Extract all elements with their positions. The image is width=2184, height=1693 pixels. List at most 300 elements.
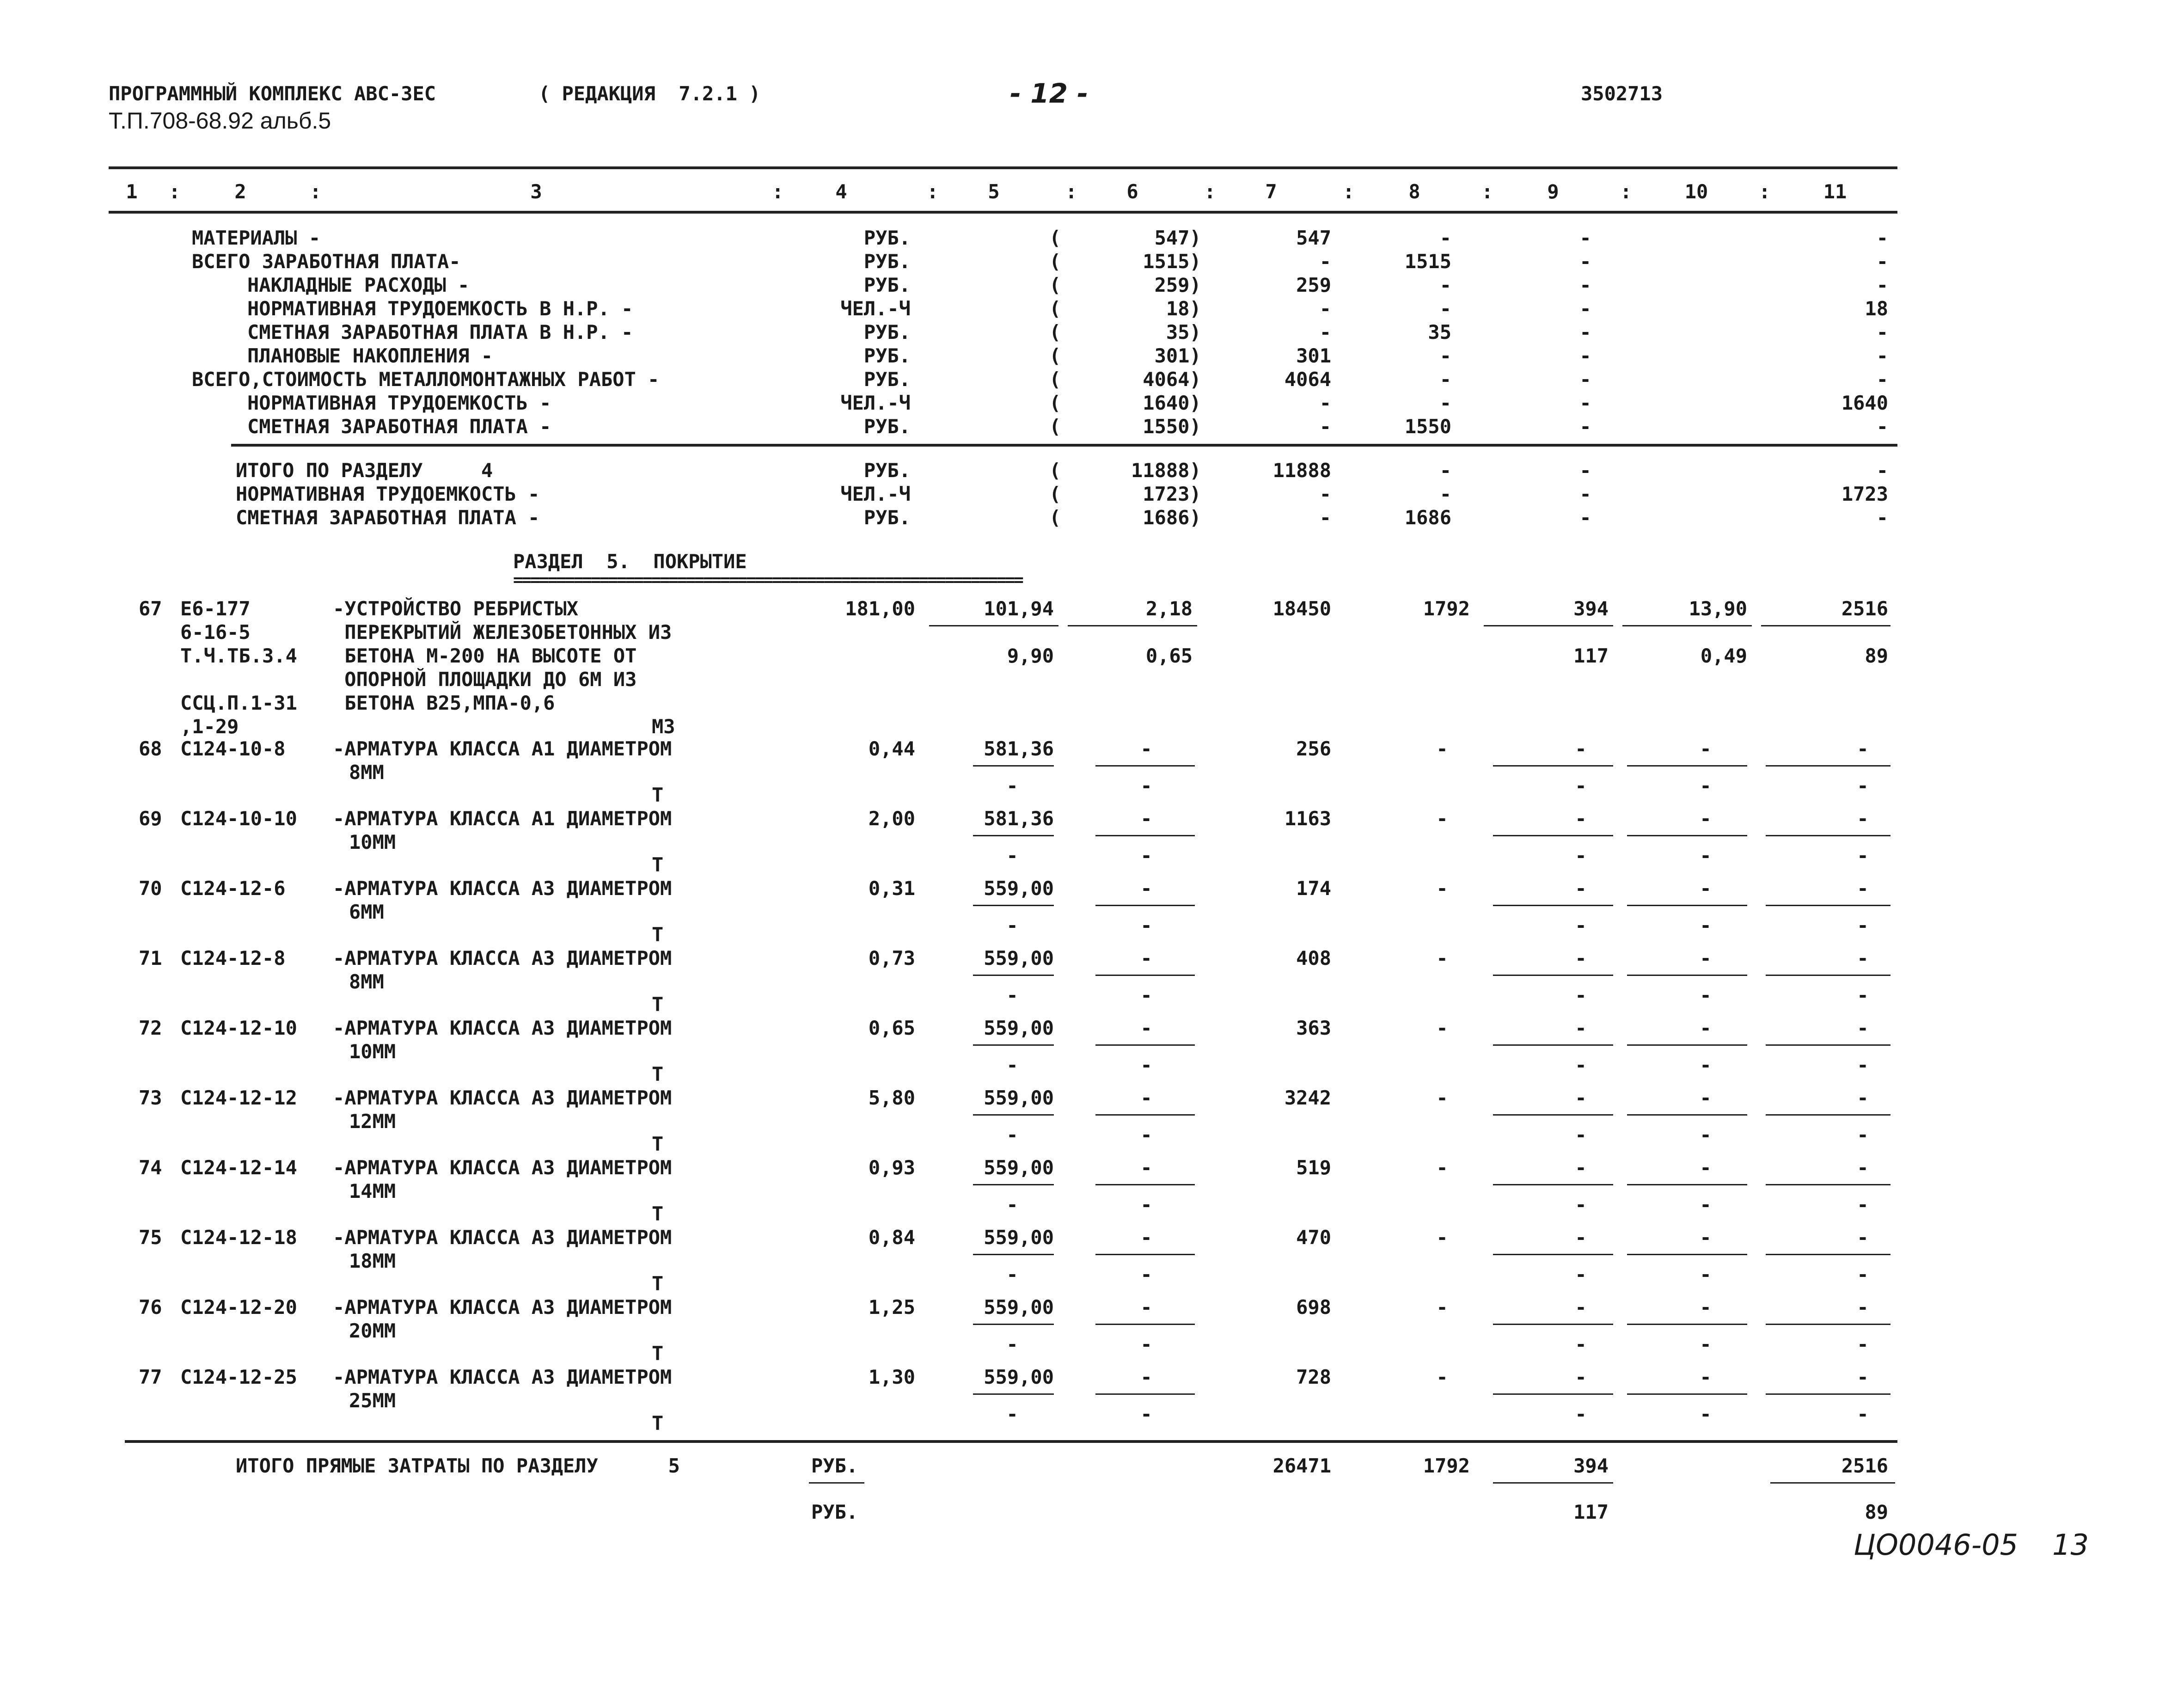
rebar-sub-rule [1493,1254,1613,1255]
rebar-sub-rule [1766,1393,1890,1395]
rebar-sub-rule [1766,1184,1890,1185]
rebar-c6: - [1140,1296,1152,1319]
final-unit: РУБ. [811,1454,858,1477]
column-separator: : [1759,180,1771,203]
item-sub-rule [1761,625,1890,626]
rebar-qty: 1,25 [868,1296,915,1319]
rebar-c9-wage: - [1575,774,1587,797]
rebar-sub-rule [973,1184,1054,1185]
rebar-c9: - [1575,1017,1587,1039]
rebar-code: С124-12-20 [180,1296,297,1319]
rebar-unit: Т [652,1272,664,1295]
rebar-sub-rule [973,765,1054,767]
final-c11: 2516 [1841,1454,1888,1477]
summary-c7: - [1319,297,1331,320]
rebar-number: 69 [139,807,162,830]
summary-c11: 18 [1865,297,1888,320]
final-c11-wage: 89 [1865,1501,1888,1523]
final-sub-rule [1770,1482,1895,1484]
section-4-c9: - [1579,483,1591,505]
item-description: ОПОРНОЙ ПЛОЩАДКИ ДО 6М ИЗ [333,668,637,691]
rebar-c7: 174 [1296,877,1331,900]
rebar-c10-wage: - [1700,774,1712,797]
rebar-sub-rule [1627,1114,1747,1116]
rebar-sub-rule [1095,1184,1195,1185]
rebar-c11-wage: - [1857,1123,1869,1146]
rebar-price: 559,00 [984,947,1054,969]
rebar-sub-rule [973,1114,1054,1116]
summary-label: ВСЕГО ЗАРАБОТНАЯ ПЛАТА- [192,250,461,273]
summary-c7: - [1319,250,1331,273]
rebar-qty: 0,44 [868,737,915,760]
rebar-sub-rule [1095,1114,1195,1116]
summary-c8: - [1439,274,1451,296]
rebar-c9-wage: - [1575,1263,1587,1286]
item-sub-rule [1622,625,1752,626]
rebar-c11: - [1857,1086,1869,1109]
summary-value: ( 1550) [1049,415,1201,438]
column-header-7: 7 [1265,180,1277,203]
section-4-unit: ЧЕЛ.-Ч [840,483,911,505]
section-4-c8: 1686 [1404,506,1451,529]
rebar-size: 20ММ [349,1319,396,1342]
summary-c7: 547 [1296,227,1331,249]
rebar-c8: - [1436,1156,1448,1179]
rebar-sub-rule [1493,975,1613,976]
rebar-description: -АРМАТУРА КЛАССА А3 ДИАМЕТРОМ [333,1226,672,1249]
section-4-c11: 1723 [1841,483,1888,505]
rebar-sub-rule [1493,1044,1613,1046]
rebar-c10: - [1700,1086,1712,1109]
summary-c9: - [1579,368,1591,391]
rebar-c10: - [1700,1156,1712,1179]
item-price-wage: 9,90 [1007,644,1054,667]
summary-unit: РУБ. [863,250,911,273]
item-c11: 2516 [1841,597,1888,620]
rebar-description: -АРМАТУРА КЛАССА А3 ДИАМЕТРОМ [333,1086,672,1109]
rebar-code: С124-12-18 [180,1226,297,1249]
section-4-label: НОРМАТИВНАЯ ТРУДОЕМКОСТЬ - [236,483,540,505]
summary-c9: - [1579,227,1591,249]
rebar-sub-rule [973,1393,1054,1395]
rebar-qty: 0,31 [868,877,915,900]
summary-c11: - [1876,227,1888,249]
rebar-sub-rule [973,1254,1054,1255]
item-code: ,1-29 [180,715,239,738]
summary-c9: - [1579,415,1591,438]
item-code: ССЦ.П.1-31 [180,692,297,714]
rebar-qty: 0,65 [868,1017,915,1039]
rebar-sub-rule [1766,1324,1890,1325]
rebar-unit: Т [652,853,664,876]
rebar-c11-wage: - [1857,1263,1869,1286]
section-title-underline: =========================================================== [513,570,1022,589]
item-sub-rule [929,625,1058,626]
rebar-c8: - [1436,877,1448,900]
rebar-sub-rule [1095,1254,1195,1255]
rebar-price-wage: - [1006,1123,1018,1146]
final-c8: 1792 [1423,1454,1470,1477]
section-5-title: РАЗДЕЛ 5. ПОКРЫТИЕ [513,550,747,573]
summary-label: МАТЕРИАЛЫ - [192,227,321,249]
rebar-c7: 728 [1296,1366,1331,1388]
rebar-sub-rule [1627,765,1747,767]
section-4-value: ( 1686) [1049,506,1201,529]
rebar-description: -АРМАТУРА КЛАССА А3 ДИАМЕТРОМ [333,1366,672,1388]
rebar-c9: - [1575,1086,1587,1109]
section-4-value: ( 1723) [1049,483,1201,505]
column-separator: : [1065,180,1077,203]
rebar-c6-wage: - [1140,1193,1152,1216]
final-sub-rule [809,1482,864,1484]
section-4-label: ИТОГО ПО РАЗДЕЛУ 4 [236,459,493,482]
summary-c11: - [1876,368,1888,391]
rebar-size: 18ММ [349,1250,396,1272]
column-header-10: 10 [1684,180,1708,203]
summary-value: ( 4064) [1049,368,1201,391]
item-c6: 2,18 [1145,597,1193,620]
rebar-sub-rule [1493,1393,1613,1395]
rebar-sub-rule [1095,1393,1195,1395]
handwritten-stamp: ЦО0046-05 [1854,1528,2018,1562]
rebar-number: 74 [139,1156,162,1179]
rebar-sub-rule [973,1044,1054,1046]
section-4-c8: - [1439,459,1451,482]
rebar-sub-rule [1627,1393,1747,1395]
rebar-price-wage: - [1006,1054,1018,1076]
rebar-c8: - [1436,1296,1448,1319]
rebar-c7: 519 [1296,1156,1331,1179]
rebar-c10-wage: - [1700,914,1712,937]
rebar-number: 75 [139,1226,162,1249]
column-header-2: 2 [234,180,246,203]
rebar-c11: - [1857,1226,1869,1249]
item-description: БЕТОНА М-200 НА ВЫСОТЕ ОТ [333,644,637,667]
rebar-description: -АРМАТУРА КЛАССА А1 ДИАМЕТРОМ [333,737,672,760]
program-edition: ( РЕДАКЦИЯ 7.2.1 ) [538,82,761,105]
rebar-code: С124-12-14 [180,1156,297,1179]
rebar-price-wage: - [1006,774,1018,797]
document-subtitle: Т.П.708-68.92 альб.5 [109,108,331,134]
rebar-sub-rule [1627,975,1747,976]
rebar-sub-rule [1766,905,1890,906]
rebar-code: С124-12-8 [180,947,286,969]
rebar-c9-wage: - [1575,1123,1587,1146]
rebar-c10: - [1700,1366,1712,1388]
rebar-c7: 256 [1296,737,1331,760]
rebar-c11-wage: - [1857,1054,1869,1076]
summary-value: ( 35) [1049,321,1201,344]
rebar-unit: Т [652,993,664,1016]
rebar-c11-wage: - [1857,1333,1869,1356]
rebar-c10: - [1700,737,1712,760]
summary-label: СМЕТНАЯ ЗАРАБОТНАЯ ПЛАТА - [247,415,551,438]
rebar-sub-rule [1095,905,1195,906]
summary-value: ( 259) [1049,274,1201,296]
rebar-sub-rule [1766,1254,1890,1255]
rebar-c9: - [1575,877,1587,900]
rebar-c6: - [1140,737,1152,760]
rebar-price: 559,00 [984,1226,1054,1249]
rebar-unit: Т [652,1202,664,1225]
rebar-qty: 1,30 [868,1366,915,1388]
rebar-price-wage: - [1006,844,1018,867]
rebar-number: 72 [139,1017,162,1039]
summary-value: ( 301) [1049,344,1201,367]
summary-c8: - [1439,297,1451,320]
rebar-c6: - [1140,1017,1152,1039]
rebar-c6-wage: - [1140,914,1152,937]
summary-c8: - [1439,368,1451,391]
rebar-sub-rule [973,975,1054,976]
rebar-code: С124-10-8 [180,737,286,760]
summary-c9: - [1579,344,1591,367]
document-code: 3502713 [1581,82,1663,105]
rebar-sub-rule [1493,1184,1613,1185]
column-separator: : [310,180,322,203]
rebar-c10-wage: - [1700,1263,1712,1286]
rebar-c10-wage: - [1700,1054,1712,1076]
rebar-description: -АРМАТУРА КЛАССА А1 ДИАМЕТРОМ [333,807,672,830]
rebar-sub-rule [1627,905,1747,906]
section-4-unit: РУБ. [863,506,911,529]
summary-label: СМЕТНАЯ ЗАРАБОТНАЯ ПЛАТА В Н.Р. - [247,321,633,344]
item-description: БЕТОНА В25,МПА-0,6 [333,692,555,714]
rebar-code: С124-10-10 [180,807,297,830]
summary-unit: РУБ. [863,344,911,367]
summary-label: ВСЕГО,СТОИМОСТЬ МЕТАЛЛОМОНТАЖНЫХ РАБОТ - [192,368,660,391]
summary-c9: - [1579,250,1591,273]
rebar-sub-rule [1627,1254,1747,1255]
rebar-code: С124-12-6 [180,877,286,900]
rebar-c11: - [1857,877,1869,900]
final-sub-rule [1493,1482,1613,1484]
final-label: ИТОГО ПРЯМЫЕ ЗАТРАТЫ ПО РАЗДЕЛУ 5 [236,1454,680,1477]
rebar-size: 14ММ [349,1180,396,1202]
section-4-unit: РУБ. [863,459,911,482]
rebar-qty: 0,73 [868,947,915,969]
rebar-sub-rule [1766,975,1890,976]
item-code: Е6-177 [180,597,251,620]
rebar-c10: - [1700,1017,1712,1039]
rebar-price-wage: - [1006,1193,1018,1216]
summary-rule [231,444,1897,447]
rebar-c6-wage: - [1140,1263,1152,1286]
section-4-c8: - [1439,483,1451,505]
final-c9-wage: 117 [1573,1501,1609,1523]
column-separator: : [1620,180,1632,203]
summary-c7: - [1319,392,1331,414]
rebar-c11-wage: - [1857,774,1869,797]
summary-c8: - [1439,344,1451,367]
rebar-sub-rule [1766,765,1890,767]
rebar-c11-wage: - [1857,844,1869,867]
column-separator: : [772,180,784,203]
rebar-qty: 5,80 [868,1086,915,1109]
rebar-c6: - [1140,1156,1152,1179]
rebar-c6-wage: - [1140,844,1152,867]
final-rule [125,1440,1897,1443]
column-header-5: 5 [988,180,1000,203]
item-description: -УСТРОЙСТВО РЕБРИСТЫХ [333,597,579,620]
rebar-c6-wage: - [1140,1054,1152,1076]
table-top-rule [109,166,1897,169]
rebar-number: 76 [139,1296,162,1319]
rebar-price: 559,00 [984,1366,1054,1388]
rebar-c7: 363 [1296,1017,1331,1039]
rebar-sub-rule [1627,835,1747,836]
rebar-price: 559,00 [984,877,1054,900]
section-4-c7: - [1319,483,1331,505]
rebar-size: 10ММ [349,1040,396,1063]
item-c11-wage: 89 [1865,644,1888,667]
rebar-unit: Т [652,1133,664,1155]
program-title: ПРОГРАММНЫЙ КОМПЛЕКС АВС-3ЕС [109,82,436,105]
column-header-11: 11 [1823,180,1847,203]
rebar-sub-rule [1095,835,1195,836]
rebar-c7: 3242 [1284,1086,1331,1109]
rebar-c8: - [1436,1017,1448,1039]
section-4-label: СМЕТНАЯ ЗАРАБОТНАЯ ПЛАТА - [236,506,540,529]
section-4-c7: 11888 [1272,459,1331,482]
column-header-8: 8 [1408,180,1420,203]
rebar-c10: - [1700,1296,1712,1319]
rebar-number: 68 [139,737,162,760]
item-sub-rule [1068,625,1197,626]
rebar-c6: - [1140,877,1152,900]
rebar-unit: Т [652,1412,664,1435]
item-c8: 1792 [1423,597,1470,620]
summary-value: ( 547) [1049,227,1201,249]
summary-c11: - [1876,321,1888,344]
rebar-sub-rule [1095,1044,1195,1046]
rebar-c10: - [1700,807,1712,830]
rebar-c8: - [1436,807,1448,830]
rebar-price-wage: - [1006,1333,1018,1356]
rebar-c8: - [1436,1226,1448,1249]
rebar-c6-wage: - [1140,1403,1152,1425]
rebar-size: 12ММ [349,1110,396,1133]
item-code: 6-16-5 [180,621,251,644]
rebar-sub-rule [1493,765,1613,767]
item-c9: 394 [1573,597,1609,620]
summary-unit: РУБ. [863,227,911,249]
summary-c8: 1515 [1404,250,1451,273]
sheet-number: 13 [2052,1528,2089,1562]
summary-label: НАКЛАДНЫЕ РАСХОДЫ - [247,274,470,296]
rebar-c9: - [1575,807,1587,830]
section-4-c11: - [1876,459,1888,482]
rebar-code: С124-12-25 [180,1366,297,1388]
rebar-c11: - [1857,807,1869,830]
rebar-price-wage: - [1006,1263,1018,1286]
rebar-c9: - [1575,1226,1587,1249]
rebar-c10: - [1700,947,1712,969]
rebar-c6: - [1140,1086,1152,1109]
item-c10-wage: 0,49 [1700,644,1747,667]
rebar-c11: - [1857,1296,1869,1319]
summary-c7: 259 [1296,274,1331,296]
item-description: ПЕРЕКРЫТИЙ ЖЕЛЕЗОБЕТОННЫХ ИЗ [333,621,672,644]
rebar-unit: Т [652,1063,664,1086]
rebar-c10-wage: - [1700,844,1712,867]
column-separator: : [1343,180,1355,203]
rebar-price: 559,00 [984,1296,1054,1319]
column-header-3: 3 [530,180,542,203]
rebar-unit: Т [652,784,664,806]
summary-c11: - [1876,344,1888,367]
summary-c11: 1640 [1841,392,1888,414]
rebar-c7: 1163 [1284,807,1331,830]
rebar-size: 25ММ [349,1389,396,1412]
rebar-description: -АРМАТУРА КЛАССА А3 ДИАМЕТРОМ [333,947,672,969]
rebar-size: 6ММ [349,901,384,923]
rebar-price: 559,00 [984,1086,1054,1109]
rebar-c6-wage: - [1140,1333,1152,1356]
rebar-c7: 470 [1296,1226,1331,1249]
rebar-c9-wage: - [1575,1054,1587,1076]
rebar-c9-wage: - [1575,984,1587,1006]
final-unit-wage: РУБ. [811,1501,858,1523]
column-separator: : [169,180,181,203]
summary-unit: РУБ. [863,274,911,296]
rebar-c8: - [1436,1086,1448,1109]
item-code: Т.Ч.ТБ.3.4 [180,644,297,667]
rebar-price: 559,00 [984,1156,1054,1179]
page-number: - 12 - [1010,78,1089,109]
rebar-sub-rule [1766,835,1890,836]
summary-c8: 35 [1428,321,1451,344]
rebar-c11: - [1857,1017,1869,1039]
rebar-c9-wage: - [1575,1333,1587,1356]
summary-value: ( 18) [1049,297,1201,320]
rebar-qty: 0,93 [868,1156,915,1179]
rebar-size: 8ММ [349,970,384,993]
rebar-c10-wage: - [1700,1123,1712,1146]
rebar-c6-wage: - [1140,1123,1152,1146]
rebar-c10-wage: - [1700,1193,1712,1216]
summary-c7: 4064 [1284,368,1331,391]
rebar-c9: - [1575,1156,1587,1179]
summary-value: ( 1640) [1049,392,1201,414]
section-4-c7: - [1319,506,1331,529]
rebar-sub-rule [1493,1324,1613,1325]
rebar-sub-rule [1766,1114,1890,1116]
rebar-sub-rule [1627,1044,1747,1046]
rebar-unit: Т [652,1342,664,1365]
section-4-value: ( 11888) [1049,459,1201,482]
summary-c9: - [1579,392,1591,414]
column-separator: : [1481,180,1493,203]
rebar-sub-rule [1493,1114,1613,1116]
rebar-c7: 408 [1296,947,1331,969]
rebar-c8: - [1436,737,1448,760]
section-4-c9: - [1579,506,1591,529]
summary-label: НОРМАТИВНАЯ ТРУДОЕМКОСТЬ В Н.Р. - [247,297,633,320]
rebar-c9: - [1575,737,1587,760]
rebar-description: -АРМАТУРА КЛАССА А3 ДИАМЕТРОМ [333,1296,672,1319]
item-c9-wage: 117 [1573,644,1609,667]
rebar-code: С124-12-12 [180,1086,297,1109]
item-unit: М3 [652,715,675,738]
rebar-c9-wage: - [1575,914,1587,937]
rebar-sub-rule [1766,1044,1890,1046]
rebar-price-wage: - [1006,984,1018,1006]
rebar-c11-wage: - [1857,984,1869,1006]
rebar-qty: 0,84 [868,1226,915,1249]
rebar-number: 77 [139,1366,162,1388]
rebar-c9-wage: - [1575,1403,1587,1425]
